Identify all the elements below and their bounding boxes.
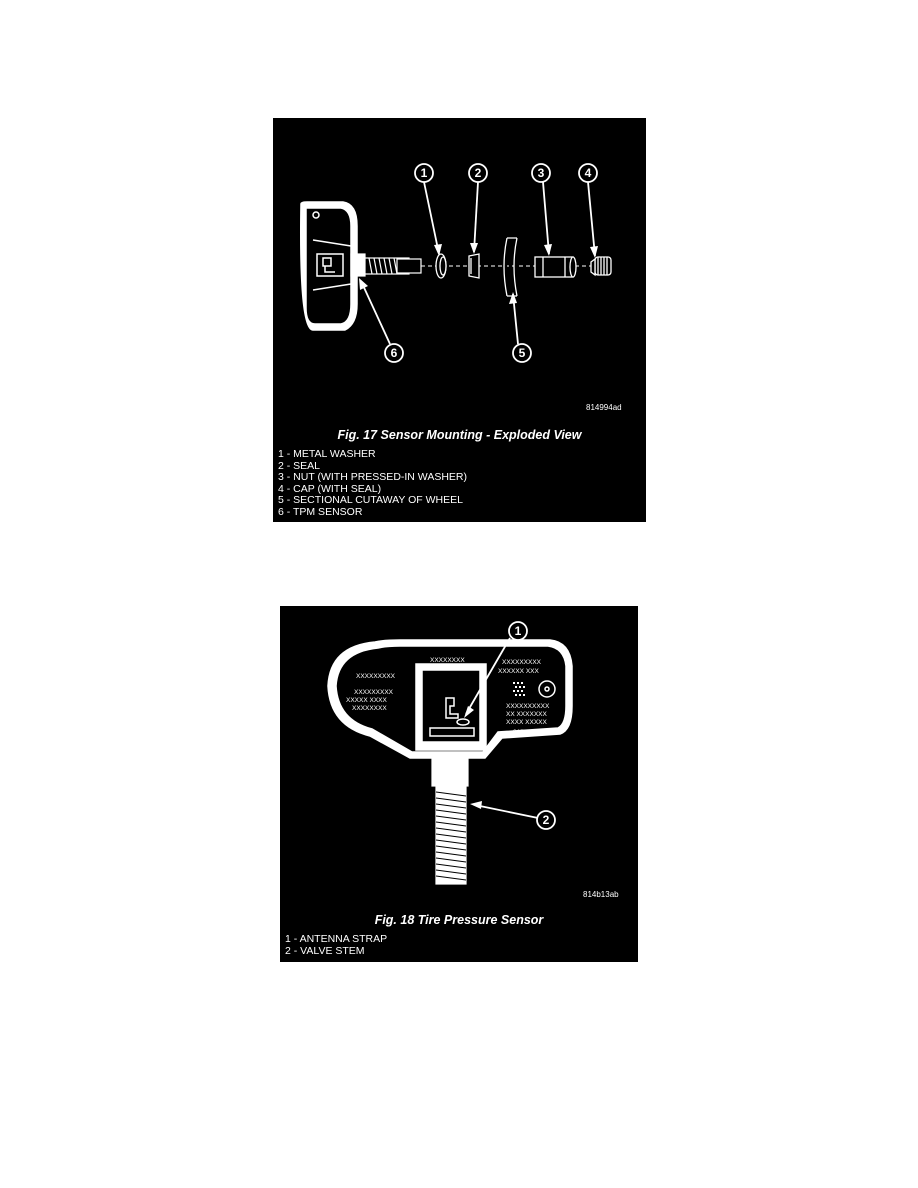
metal-washer-drawing xyxy=(436,254,446,278)
legend-item: 3 - NUT (WITH PRESSED-IN WASHER) xyxy=(278,471,468,483)
image-code: 814b13ab xyxy=(583,890,619,899)
cap-drawing xyxy=(591,257,611,275)
sensor-marking: XXXXXXXXX xyxy=(502,659,542,666)
legend-item: 6 - TPM SENSOR xyxy=(278,505,363,518)
legend-item: 2 - SEAL xyxy=(278,459,321,472)
seal-drawing xyxy=(469,254,479,278)
callout-number: 2 xyxy=(474,166,482,180)
sensor-marking: XXXXXXXXX xyxy=(354,689,394,696)
figure-caption: Fig. 18 Tire Pressure Sensor xyxy=(374,913,544,927)
legend-item: 5 - SECTIONAL CUTAWAY OF WHEEL xyxy=(278,494,463,506)
sensor-marking: XXXXXXXX xyxy=(430,657,465,664)
image-code: 814994ad xyxy=(586,403,622,412)
sensor-marking: XXXXX XXXX xyxy=(346,697,387,704)
figure-legend xyxy=(278,449,467,518)
figure-17-sensor-mounting xyxy=(273,118,646,522)
sensor-marking: XXXXXXXXX xyxy=(356,673,396,680)
callout-number: 1 xyxy=(514,624,522,638)
figure-18-tire-pressure-sensor xyxy=(280,606,638,962)
legend-item: 2 - VALVE STEM xyxy=(285,944,365,957)
tpm-sensor-drawing xyxy=(301,202,357,330)
callout-number: 1 xyxy=(420,166,428,180)
tire-pressure-sensor-illustration xyxy=(280,606,638,962)
callout-number: 2 xyxy=(542,813,550,827)
valve-stem-drawing xyxy=(432,758,468,884)
sensor-marking: 315MHz xyxy=(513,729,538,736)
sensor-marking: XXXXXX XXX xyxy=(498,668,539,675)
sensor-marking: XXXX XXXXX xyxy=(506,719,547,726)
callout-number: 3 xyxy=(537,166,545,180)
nut-drawing xyxy=(535,257,576,277)
callout-number: 4 xyxy=(584,166,592,180)
wheel-cutaway-drawing xyxy=(504,238,517,296)
callout-number: 5 xyxy=(518,346,526,360)
sensor-marking: XXXXXXXXXX xyxy=(506,703,550,710)
sensor-marking: XXXXXXXX xyxy=(352,705,387,712)
legend-item: 4 - CAP (WITH SEAL) xyxy=(278,482,382,495)
valve-stem-drawing xyxy=(351,254,421,276)
callout-number: 6 xyxy=(390,346,398,360)
sensor-marking: XX XXXXXXX xyxy=(506,711,547,718)
legend-item: 1 - ANTENNA STRAP xyxy=(285,933,388,945)
legend-item: 1 - METAL WASHER xyxy=(278,448,376,460)
figure-legend xyxy=(285,934,387,957)
figure-caption: Fig. 17 Sensor Mounting - Exploded View xyxy=(337,428,582,442)
